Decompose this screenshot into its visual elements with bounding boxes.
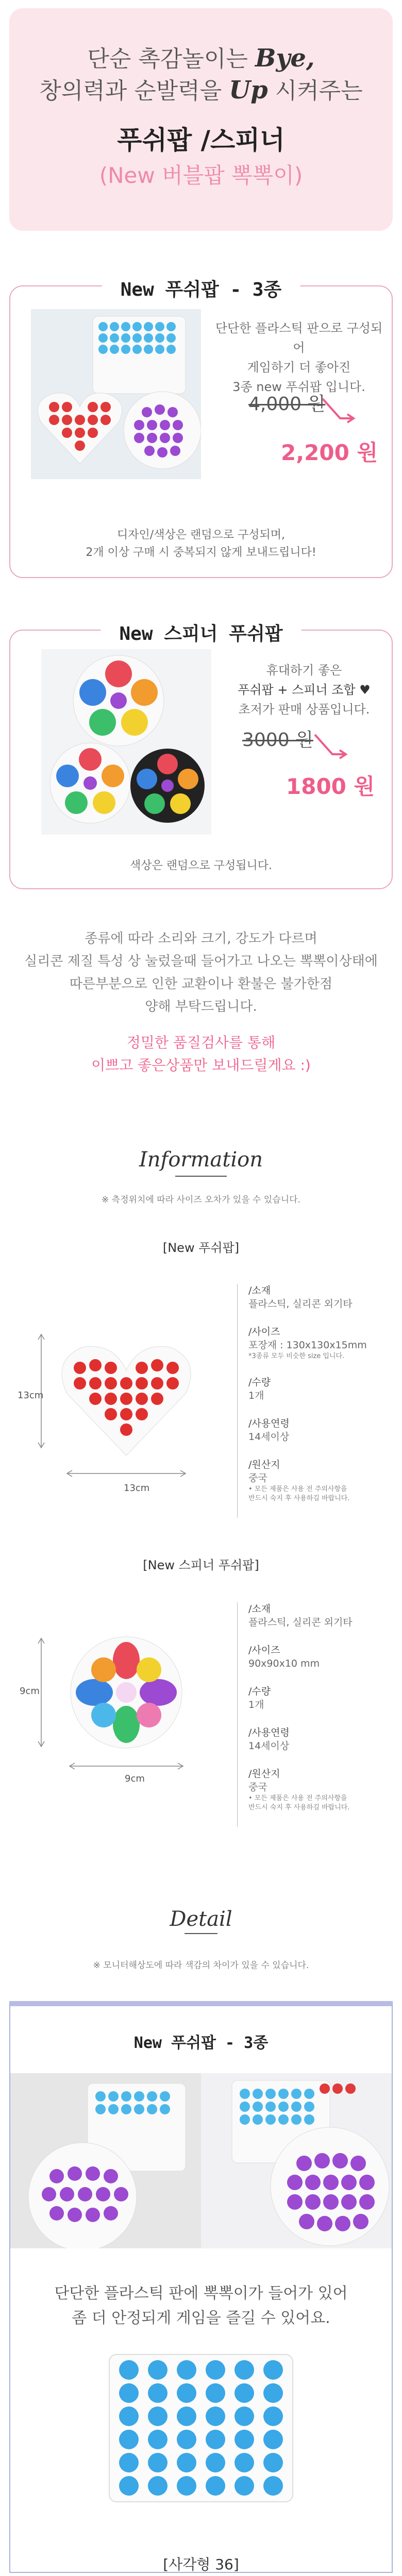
information-underline (175, 1176, 227, 1177)
card-tab-spinner: New 스피너 푸쉬팝 (100, 615, 301, 650)
product-card-pushpop (9, 279, 393, 578)
bubble (234, 2430, 254, 2449)
bubble (119, 2430, 139, 2449)
bubble (206, 2453, 225, 2472)
spec-label: /소재 (248, 1603, 271, 1615)
hero-line-2-text: 창의력과 순발력을 (39, 78, 222, 104)
card2-sale-price: 1800 원 (286, 774, 375, 799)
bubble (119, 2453, 139, 2472)
card2-description (227, 660, 381, 719)
bubble (263, 2476, 283, 2496)
product-1-spec-list (248, 1284, 393, 1518)
spec-age (248, 1726, 393, 1753)
bubble (119, 2406, 139, 2426)
bubble (234, 2476, 254, 2496)
bubble (119, 2360, 139, 2380)
product-1-width-label: 13cm (124, 1483, 150, 1494)
bubble (206, 2360, 225, 2380)
policy-line: 양해 부탁드립니다. (145, 999, 257, 1014)
spec-quantity (248, 1685, 393, 1711)
bubble (148, 2476, 167, 2496)
card2-desc-line: 휴대하기 좋은 (266, 663, 342, 677)
price-down-arrow-icon (312, 732, 348, 768)
spec-size (248, 1325, 393, 1361)
detail-description (10, 2281, 392, 2331)
spec-label: /수량 (248, 1686, 271, 1697)
spec-footnote: • 모든 제품은 사용 전 주의사항을 반드시 숙지 후 사용하길 바랍니다. (248, 1794, 350, 1811)
product-card-spinner (9, 623, 393, 889)
hero-line-1 (9, 40, 393, 73)
bubble (177, 2430, 196, 2449)
quality-line: 정밀한 품질검사를 통해 (126, 1034, 276, 1051)
price-down-arrow-icon (320, 396, 356, 432)
spinner-pushpop-product-image (41, 649, 211, 835)
spec-value: 중국 (248, 1472, 267, 1484)
bubble (234, 2383, 254, 2403)
card1-desc-line: 단단한 플라스틱 판으로 구성되어 (215, 321, 383, 355)
spec-label: /사용연령 (248, 1418, 290, 1429)
card1-sale-price: 2,200 원 (281, 440, 378, 465)
card2-note-line: 색상은 랜덤으로 구성됩니다. (129, 859, 272, 872)
detail-product-photos (10, 2073, 392, 2248)
product-2-width-label: 9cm (125, 1773, 145, 1784)
detail-desc-line: 좀 더 안정되게 게임을 즐길 수 있어요. (72, 2309, 330, 2327)
spec-quantity (248, 1376, 393, 1402)
card2-note (10, 857, 392, 875)
spec-divider (237, 1284, 238, 1518)
spec-label: /사이즈 (248, 1645, 280, 1656)
hero-line-2 (9, 72, 393, 105)
information-heading: Information (139, 1148, 263, 1172)
spec-label: /원산지 (248, 1459, 280, 1470)
bubble (177, 2383, 196, 2403)
spec-footnote: *3종류 모두 비슷한 size 입니다. (248, 1352, 345, 1360)
card2-desc-line: 푸쉬팝 + 스피너 조합 ♥ (238, 683, 371, 697)
bubble (148, 2383, 167, 2403)
bubble (263, 2383, 283, 2403)
information-note: ※ 측정위치에 따라 사이즈 오차가 있을 수 있습니다. (102, 1195, 300, 1205)
exchange-policy-text (0, 927, 402, 1018)
spec-label: /소재 (248, 1285, 271, 1296)
info-product-2-label: [New 스피너 푸쉬팝] (143, 1558, 259, 1572)
spec-value: 1개 (248, 1390, 264, 1401)
card1-desc-line: 3종 new 푸쉬팝 입니다. (232, 380, 365, 394)
bubble (234, 2406, 254, 2426)
quality-check-text (0, 1031, 402, 1077)
bubble (206, 2476, 225, 2496)
card1-note (10, 527, 392, 562)
card-tab-pushpop: New 푸쉬팝 - 3종 (102, 271, 300, 306)
bubble (263, 2360, 283, 2380)
spec-value: 14세이상 (248, 1431, 290, 1443)
spec-label: /사이즈 (248, 1326, 280, 1337)
card2-desc-line: 초저가 판매 상품입니다. (238, 702, 370, 717)
bubble (119, 2476, 139, 2496)
spec-value: 포장재 : 130x130x15mm (248, 1340, 367, 1351)
product-2-spec-list (248, 1602, 393, 1827)
card1-note-line: 디자인/색상은 랜덤으로 구성되며, (117, 529, 285, 541)
hero-title: 푸쉬팝 /스피너 (117, 125, 285, 155)
bubble (263, 2406, 283, 2426)
product-1-height-label: 13cm (18, 1390, 44, 1401)
info-product-1-label: [New 푸쉬팝] (162, 1241, 240, 1255)
detail-underline (185, 1933, 217, 1934)
hero-line-2-script: Up (229, 76, 268, 105)
policy-line: 따른부분으로 인한 교환이나 환불은 불가한점 (69, 976, 333, 992)
product-2-height-label: 9cm (20, 1686, 40, 1697)
card2-original-price: 3000 원 (242, 730, 313, 751)
policy-line: 종류에 따라 소리와 크기, 강도가 다르며 (85, 931, 317, 946)
spec-value: 중국 (248, 1782, 267, 1793)
bubble (177, 2406, 196, 2426)
hero-line-1-text: 단순 촉감놀이는 (87, 46, 248, 72)
hero-subtitle: (New 버블팝 뽁뽁이) (99, 163, 303, 188)
bubble (148, 2406, 167, 2426)
spec-label: /수량 (248, 1377, 271, 1388)
spec-footnote: • 모든 제품은 사용 전 주의사항을 반드시 숙지 후 사용하길 바랍니다. (248, 1485, 350, 1502)
square-36-pushpop-image (108, 2353, 294, 2503)
bubble (177, 2360, 196, 2380)
detail-heading: Detail (170, 1907, 232, 1931)
card1-note-line: 2개 이상 구매 시 중복되지 않게 보내드립니다! (86, 546, 316, 559)
bubble (263, 2453, 283, 2472)
pushpop-3-product-image (31, 309, 201, 479)
spec-origin (248, 1458, 393, 1503)
bubble (148, 2430, 167, 2449)
bubble (177, 2476, 196, 2496)
spinner-pushpop-size-diagram (31, 1628, 201, 1783)
bubble (119, 2383, 139, 2403)
spec-label: /원산지 (248, 1768, 280, 1780)
bubble (263, 2430, 283, 2449)
detail-desc-line: 단단한 플라스틱 판에 뽁뽁이가 들어가 있어 (54, 2284, 348, 2302)
spec-label: /사용연령 (248, 1727, 290, 1738)
spec-age (248, 1417, 393, 1444)
spec-divider (237, 1602, 238, 1827)
bubble (234, 2453, 254, 2472)
bubble (148, 2360, 167, 2380)
spec-value: 90x90x10 mm (248, 1658, 320, 1669)
spec-value: 플라스틱, 실리콘 외기타 (248, 1298, 353, 1310)
policy-line: 실리콘 제질 특성 상 눌렀을때 들어가고 나오는 뽁뽁이상태에 (24, 954, 378, 969)
spec-material (248, 1284, 393, 1311)
hero-banner (9, 8, 393, 231)
bubble (206, 2430, 225, 2449)
bubble (177, 2453, 196, 2472)
hero-line-1-script: Bye, (255, 44, 315, 73)
card1-desc-line: 게임하기 더 좋아진 (247, 360, 351, 375)
quality-line: 이쁘고 좋은상품만 보내드릴게요 :) (91, 1057, 311, 1074)
detail-note: ※ 모니터해상도에 따라 색감의 차이가 있을 수 있습니다. (93, 1960, 309, 1971)
spec-size (248, 1643, 393, 1670)
card1-original-price: 4,000 원 (248, 394, 326, 415)
hero-line-2-post: 시켜주는 (275, 78, 363, 104)
heart-pushpop-size-diagram (31, 1324, 201, 1499)
spec-value: 1개 (248, 1699, 264, 1710)
card1-description (211, 318, 387, 397)
spec-value: 14세이상 (248, 1740, 290, 1752)
detail-tab-title: New 푸쉬팝 - 3종 (133, 2034, 269, 2052)
spec-value: 플라스틱, 실리콘 외기타 (248, 1617, 353, 1628)
detail-caption: [사각형 36] (163, 2556, 239, 2573)
bubble (234, 2360, 254, 2380)
detail-box (9, 2001, 393, 2573)
spec-material (248, 1602, 393, 1629)
spec-origin (248, 1767, 393, 1812)
bubble (148, 2453, 167, 2472)
bubble (206, 2406, 225, 2426)
bubble (206, 2383, 225, 2403)
